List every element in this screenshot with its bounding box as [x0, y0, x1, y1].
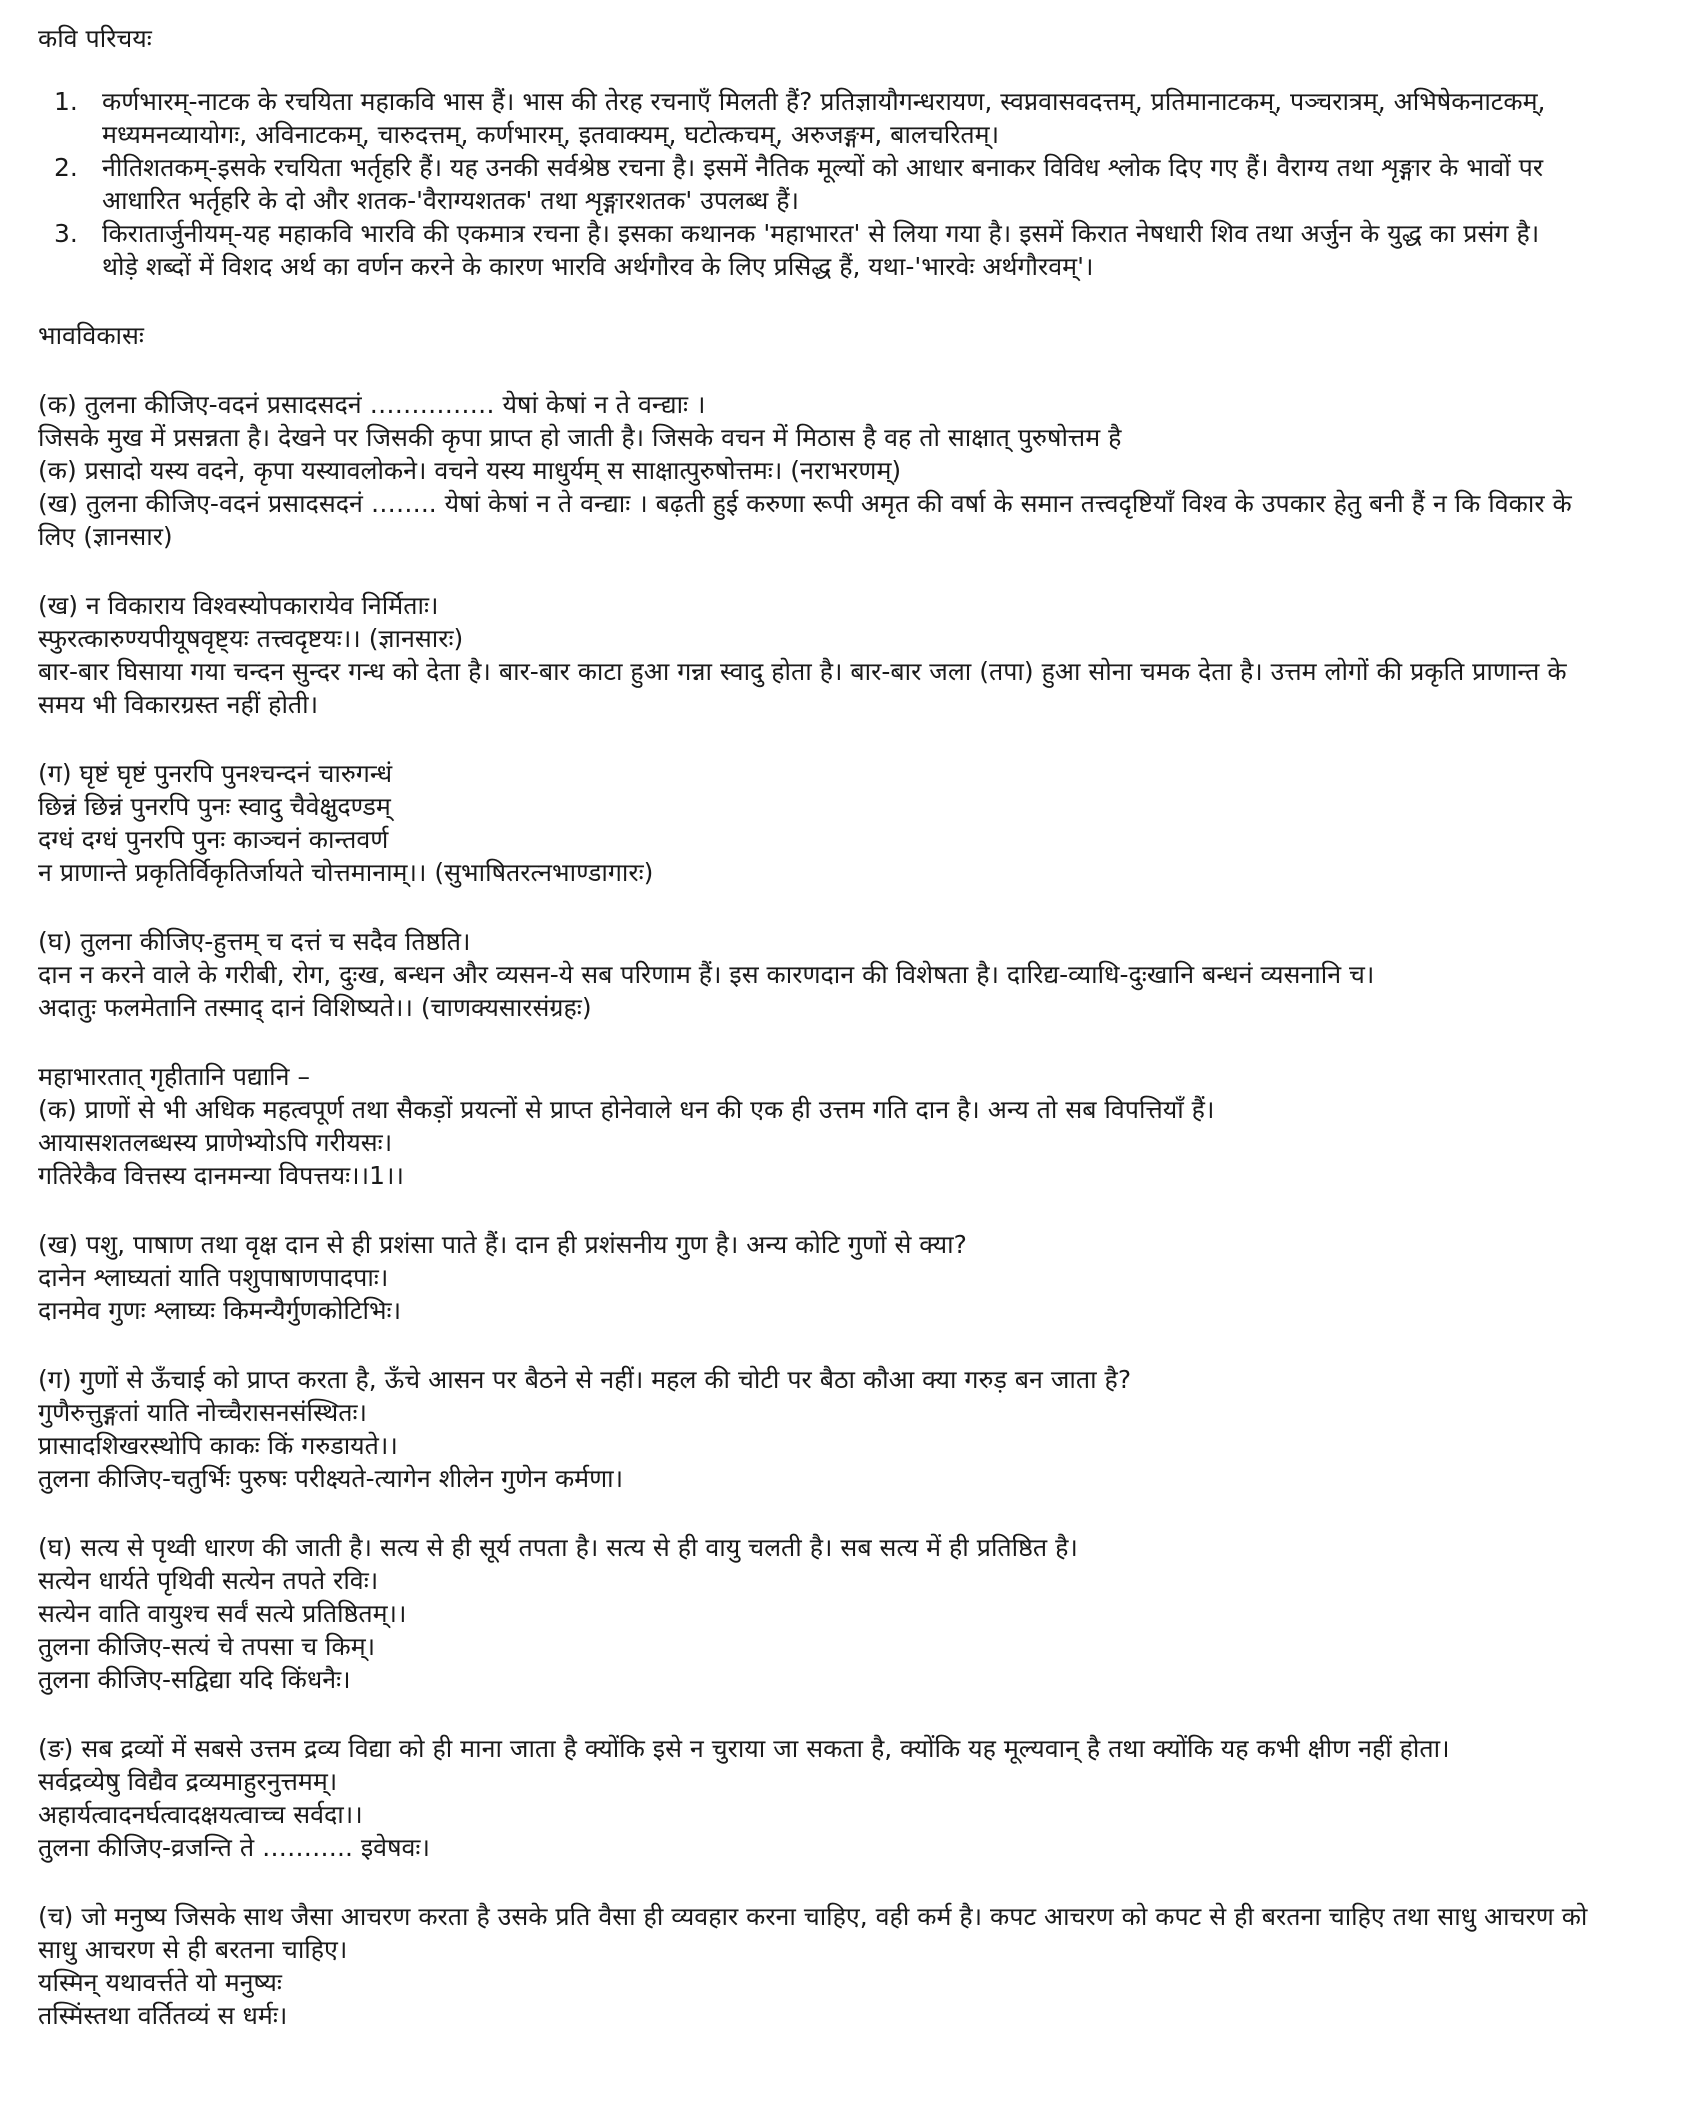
text-line: दग्धं दग्धं पुनरपि पुनः काञ्चनं कान्तवर्ण: [38, 825, 389, 854]
paragraph-block: [38, 1228, 1662, 1327]
text-line: (ग) घृष्टं घृष्टं पुनरपि पुनश्चन्दनं चारुगन्धं: [38, 759, 393, 788]
paragraph-block: [38, 388, 1662, 553]
text-line: बार-बार घिसाया गया चन्दन सुन्दर गन्ध को देता है। बार-बार काटा हुआ गन्ना स्वादु होता है। बार-बार जला (तपा) हुआ सोना चमक देता है। उत्तम लोगों की प्रकृति प्राणान्त के: [38, 657, 1567, 686]
text-line: गुणैरुत्तुङ्गतां याति नोच्चैरासनसंस्थितः।: [38, 1398, 367, 1427]
text-line: सर्वद्रव्येषु विद्यैव द्रव्यमाहुरनुत्तमम्।: [38, 1767, 338, 1796]
text-line: तुलना कीजिए-चतुर्भिः पुरुषः परीक्ष्यते-त्यागेन शीलेन गुणेन कर्मणा।: [38, 1464, 624, 1493]
poet-intro-heading: कवि परिचयः: [38, 24, 152, 53]
paragraph-block: [38, 925, 1662, 1024]
text-line: थोड़े शब्दों में विशद अर्थ का वर्णन करने के कारण भारवि अर्थगौरव के लिए प्रसिद्ध हैं, यथा-'भारवेः अर्थगौरवम्'।: [102, 252, 1094, 281]
text-line: प्रासादशिखरस्थोपि काकः किं गरुडायते।।: [38, 1431, 398, 1460]
text-line: (क) तुलना कीजिए-वदनं प्रसादसदनं …………… येषां केषां न ते वन्द्याः ।: [38, 390, 706, 419]
paragraph-block: [38, 1060, 1662, 1192]
text-line: तस्मिंस्तथा वर्तितव्यं स धर्मः।: [38, 2001, 288, 2030]
text-line: दानमेव गुणः श्लाघ्यः किमन्यैर्गुणकोटिभिः।: [38, 1296, 402, 1325]
text-line: लिए (ज्ञानसार): [38, 522, 173, 551]
text-line: (क) प्रसादो यस्य वदने, कृपा यस्यावलोकने। वचने यस्य माधुर्यम् स साक्षात्पुरुषोत्तमः। (नराभरणम्): [38, 456, 902, 485]
text-line: अदातुः फलमेतानि तस्माद् दानं विशिष्यते।। (चाणक्यसारसंग्रहः): [38, 993, 592, 1022]
text-line: छिन्नं छिन्नं पुनरपि पुनः स्वादु चैवेक्षुदण्डम्: [38, 792, 391, 821]
paragraph-block: [38, 1531, 1662, 1696]
text-line: गतिरेकैव वित्तस्य दानमन्या विपत्तयः।।1।।: [38, 1161, 404, 1190]
text-line: यस्मिन् यथावर्त्तते यो मनुष्यः: [38, 1968, 282, 1997]
list-number: 2.: [54, 153, 78, 182]
text-line: जिसके मुख में प्रसन्नता है। देखने पर जिसकी कृपा प्राप्त हो जाती है। जिसके वचन में मिठास है वह तो साक्षात् पुरुषोत्तम है: [38, 423, 1122, 452]
text-line: (च) जो मनुष्य जिसके साथ जैसा आचरण करता है उसके प्रति वैसा ही व्यवहार करना चाहिए, वही कर्म है। कपट आचरण को कपट से ही बरतना चाहिए तथा साधु आचरण को: [38, 1902, 1588, 1931]
text-line: किरातार्जुनीयम्-यह महाकवि भारवि की एकमात्र रचना है। इसका कथानक 'महाभारत' से लिया गया है। इसमें किरात नेषधारी शिव तथा अर्जुन के युद्ध का प्रसंग है।: [102, 219, 1540, 248]
list-number: 3.: [54, 219, 78, 248]
paragraph-block: [38, 589, 1662, 721]
text-line: सत्येन वाति वायुश्च सर्वं सत्ये प्रतिष्ठितम्।।: [38, 1599, 407, 1628]
text-line: कर्णभारम्-नाटक के रचयिता महाकवि भास हैं। भास की तेरह रचनाएँ मिलती हैं? प्रतिज्ञायौगन्धरायण, स्वप्नवासवदत्तम्, प्रतिमानाटकम्, पञ्चरात्रम्, अभिषेकनाटकम्,: [102, 87, 1546, 116]
bhavvikas-blocks: [38, 388, 1662, 2032]
text-line: दान न करने वाले के गरीबी, रोग, दुःख, बन्धन और व्यसन-ये सब परिणाम हैं। इस कारणदान की विशेषता है। दारिद्य-व्याधि-दुःखानि बन्धनं व्यसनानि च।: [38, 960, 1375, 989]
paragraph-block: [38, 1732, 1662, 1864]
text-line: (ख) पशु, पाषाण तथा वृक्ष दान से ही प्रशंसा पाते हैं। दान ही प्रशंसनीय गुण है। अन्य कोटि गुणों से क्या?: [38, 1230, 967, 1259]
text-line: नीतिशतकम्-इसके रचयिता भर्तृहरि हैं। यह उनकी सर्वश्रेष्ठ रचना है। इसमें नैतिक मूल्यों को आधार बनाकर विविध श्लोक दिए गए हैं। वैराग्य तथा शृङ्गार के भावों पर: [102, 153, 1544, 182]
text-line: (घ) तुलना कीजिए-हुत्तम् च दत्तं च सदैव तिष्ठति।: [38, 927, 471, 956]
text-line: आधारित भर्तृहरि के दो और शतक-'वैराग्यशतक' तथा शृङ्गारशतक' उपलब्ध हैं।: [102, 186, 799, 215]
text-line: दानेन श्लाघ्यतां याति पशुपाषाणपादपाः।: [38, 1263, 389, 1292]
text-line: तुलना कीजिए-व्रजन्ति ते ……….. इवेषवः।: [38, 1833, 430, 1862]
list-item: [54, 151, 1662, 217]
text-line: आयासशतलब्धस्य प्राणेभ्योऽपि गरीयसः।: [38, 1128, 393, 1157]
paragraph-block: [38, 757, 1662, 889]
text-line: न प्राणान्ते प्रकृतिर्विकृतिर्जायते चोत्तमानाम्।। (सुभाषितरत्नभाण्डागारः): [38, 858, 654, 887]
text-line: साधु आचरण से ही बरतना चाहिए।: [38, 1935, 348, 1964]
text-line: स्फुरत्कारुण्यपीयूषवृष्ट्यः तत्त्वदृष्टयः।। (ज्ञानसारः): [38, 624, 464, 653]
text-line: (ख) तुलना कीजिए-वदनं प्रसादसदनं …….. येषां केषां न ते वन्द्याः । बढ़ती हुई करुणा रूपी अमृत की वर्षा के समान तत्त्वदृष्टियाँ विश्व के उपकार हेतु बनी हैं न कि विकार के: [38, 489, 1572, 518]
text-line: समय भी विकारग्रस्त नहीं होती।: [38, 690, 319, 719]
text-line: मध्यमनव्यायोगः, अविनाटकम्, चारुदत्तम्, कर्णभारम्, इतवाक्यम्, घटोत्कचम्, अरुजङ्गम, बालचरितम्।: [102, 120, 1000, 149]
text-line: (ग) गुणों से ऊँचाई को प्राप्त करता है, ऊँचे आसन पर बैठने से नहीं। महल की चोटी पर बैठा कौआ क्या गरुड़ बन जाता है?: [38, 1365, 1132, 1394]
list-item: [54, 85, 1662, 151]
text-line: तुलना कीजिए-सद्विद्या यदि किंधनैः।: [38, 1665, 351, 1694]
paragraph-block: [38, 1363, 1662, 1495]
text-line: (ख) न विकाराय विश्वस्योपकारायेव निर्मिताः।: [38, 591, 439, 620]
text-line: अहार्यत्वादनर्घत्वादक्षयत्वाच्च सर्वदा।।: [38, 1800, 363, 1829]
text-line: महाभारतात् गृहीतानि पद्यानि –: [38, 1062, 310, 1091]
text-line: सत्येन धार्यते पृथिवी सत्येन तपते रविः।: [38, 1566, 379, 1595]
list-item: [54, 217, 1662, 283]
text-line: तुलना कीजिए-सत्यं चे तपसा च किम्।: [38, 1632, 376, 1661]
paragraph-block: [38, 1900, 1662, 2032]
poet-list: [38, 85, 1662, 283]
text-line: (घ) सत्य से पृथ्वी धारण की जाती है। सत्य से ही सूर्य तपता है। सत्य से ही वायु चलती है। सब सत्य में ही प्रतिष्ठित है।: [38, 1533, 1078, 1562]
list-number: 1.: [54, 87, 78, 116]
bhavvikas-heading: भावविकासः: [38, 321, 144, 350]
text-line: (ङ) सब द्रव्यों में सबसे उत्तम द्रव्य विद्या को ही माना जाता है क्योंकि इसे न चुराया जा सकता है, क्योंकि यह मूल्यवान् है तथा क्योंकि यह कभी क्षीण नहीं होता।: [38, 1734, 1450, 1763]
text-line: (क) प्राणों से भी अधिक महत्वपूर्ण तथा सैकड़ों प्रयत्नों से प्राप्त होनेवाले धन की एक ही उत्तम गति दान है। अन्य तो सब विपत्तियाँ हैं।: [38, 1095, 1215, 1124]
